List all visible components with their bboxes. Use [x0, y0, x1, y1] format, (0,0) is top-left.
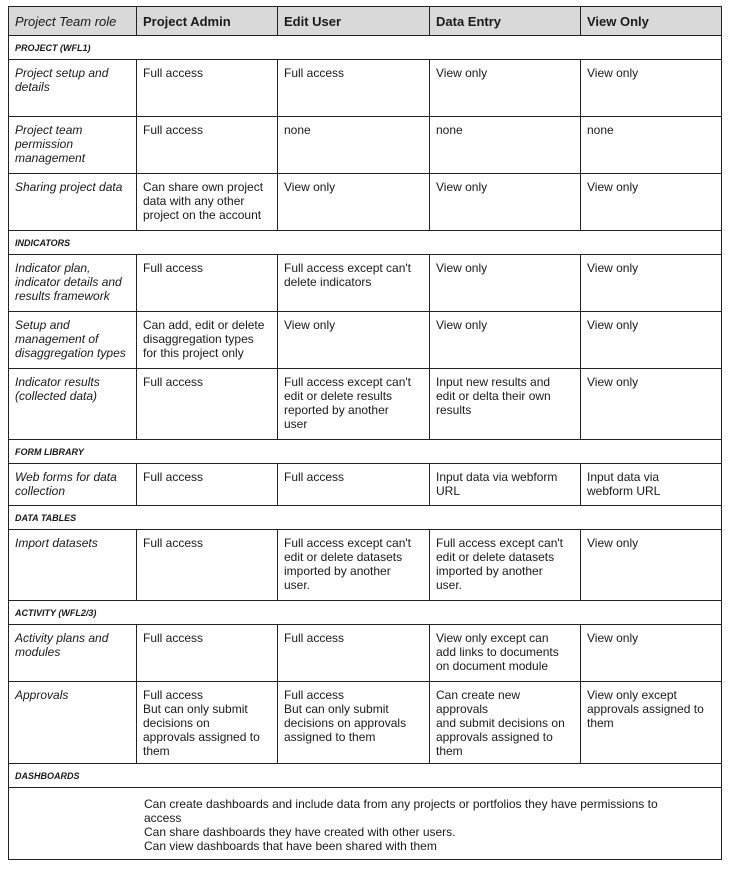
cell-line: (collected data) — [15, 389, 98, 403]
edit-user-cell — [278, 174, 430, 231]
cell-line: Setup and — [15, 318, 70, 332]
view-only-cell — [581, 255, 722, 312]
section-title: DASHBOARDS — [9, 764, 722, 788]
data-entry-cell — [430, 255, 581, 312]
cell-line: collection — [15, 484, 66, 498]
cell-line: management — [15, 151, 86, 165]
header-row — [9, 7, 722, 36]
cell-line: edit or delete datasets — [436, 550, 555, 564]
section-title: INDICATORS — [9, 231, 722, 255]
cell-line: and submit decisions on — [436, 716, 565, 730]
cell-line: user. — [436, 578, 463, 592]
cell-line: View only — [587, 375, 639, 389]
cell-line: data with any other — [143, 194, 245, 208]
cell-line: But can only submit — [284, 702, 389, 716]
section-row — [9, 440, 722, 464]
cell-line: approvals — [436, 702, 489, 716]
section-row — [9, 601, 722, 625]
cell-line: View only except can — [436, 631, 549, 645]
project-admin-cell — [137, 530, 278, 601]
cell-line: them — [436, 744, 463, 758]
cell-line: Activity plans and — [15, 631, 109, 645]
cell-line: modules — [15, 645, 61, 659]
section-row — [9, 764, 722, 788]
table-row — [9, 625, 722, 682]
section-row — [9, 231, 722, 255]
cell-line: Input data via — [587, 470, 660, 484]
cell-line: imported by another — [436, 564, 543, 578]
cell-line: View only — [436, 318, 488, 332]
view-only-cell — [581, 117, 722, 174]
cell-line: Full access except can't — [436, 536, 564, 550]
data-entry-cell — [430, 369, 581, 440]
project-admin-cell — [137, 312, 278, 369]
role-cell — [9, 464, 137, 506]
table-row — [9, 369, 722, 440]
cell-line: webform URL — [587, 484, 661, 498]
cell-line: Project team — [15, 123, 83, 137]
cell-line: View only except — [587, 688, 677, 702]
cell-line: edit or delete datasets — [284, 550, 403, 564]
cell-line: decisions on approvals — [284, 716, 407, 730]
edit-user-cell — [278, 117, 430, 174]
edit-user-cell — [278, 60, 430, 117]
cell-line: approvals assigned to — [587, 702, 704, 716]
permissions-table — [8, 6, 722, 860]
cell-line: View only — [436, 261, 488, 275]
view-only-cell — [581, 625, 722, 682]
table-row — [9, 682, 722, 764]
dashboards-line: Can view dashboards that have been shared with them — [144, 839, 437, 853]
data-entry-cell — [430, 312, 581, 369]
edit-user-cell — [278, 682, 430, 764]
cell-line: results — [436, 403, 472, 417]
section-row — [9, 36, 722, 60]
cell-line: Full access — [143, 470, 204, 484]
view-only-cell — [581, 682, 722, 764]
cell-line: results framework — [15, 289, 110, 303]
view-only-cell — [581, 312, 722, 369]
cell-line: View only — [284, 180, 336, 194]
project-admin-cell — [137, 625, 278, 682]
table-row — [9, 117, 722, 174]
role-cell — [9, 255, 137, 312]
dashboards-line: access — [144, 811, 182, 825]
cell-line: edit or delete results — [284, 389, 393, 403]
section-title: FORM LIBRARY — [9, 440, 722, 464]
cell-line: them — [587, 716, 614, 730]
project-admin-cell — [137, 682, 278, 764]
cell-line: View only — [284, 318, 336, 332]
role-cell — [9, 369, 137, 440]
role-cell — [9, 60, 137, 117]
dashboards-line: Can create dashboards and include data from any projects or portfolios they have permissions to — [144, 797, 658, 811]
cell-line: Import datasets — [15, 536, 98, 550]
role-cell — [9, 312, 137, 369]
cell-line: Full access — [143, 123, 204, 137]
project-admin-cell — [137, 255, 278, 312]
dashboards-line: Can share dashboards they have created with other users. — [144, 825, 456, 839]
cell-line: Approvals — [15, 688, 69, 702]
data-entry-cell — [430, 530, 581, 601]
cell-line: View only — [587, 180, 639, 194]
view-only-cell — [581, 60, 722, 117]
cell-line: View only — [436, 66, 488, 80]
cell-line: imported by another — [284, 564, 391, 578]
table-row — [9, 255, 722, 312]
permissions-table-container — [8, 6, 721, 860]
cell-line: View only — [587, 261, 639, 275]
cell-line: management of — [15, 332, 99, 346]
cell-line: Web forms for data — [15, 470, 117, 484]
cell-line: edit or delta their own — [436, 389, 551, 403]
project-admin-cell — [137, 117, 278, 174]
cell-line: permission — [15, 137, 74, 151]
view-only-cell — [581, 464, 722, 506]
role-cell — [9, 117, 137, 174]
cell-line: Can add, edit or delete — [143, 318, 265, 332]
cell-line: Project setup and — [15, 66, 109, 80]
cell-line: View only — [436, 180, 488, 194]
cell-line: decisions on — [143, 716, 210, 730]
header-view-only: View Only — [581, 7, 722, 36]
section-row — [9, 506, 722, 530]
cell-line: Full access — [143, 631, 204, 645]
cell-line: on document module — [436, 659, 549, 673]
header-data-entry: Data Entry — [430, 7, 581, 36]
edit-user-cell — [278, 530, 430, 601]
cell-line: View only — [587, 631, 639, 645]
cell-line: Full access — [284, 66, 345, 80]
role-cell — [9, 530, 137, 601]
section-title: ACTIVITY (WFL2/3) — [9, 601, 722, 625]
cell-line: Full access — [284, 631, 345, 645]
table-row — [9, 312, 722, 369]
cell-line: delete indicators — [284, 275, 372, 289]
role-cell — [9, 174, 137, 231]
cell-line: Full access — [284, 688, 345, 702]
cell-line: Full access — [143, 261, 204, 275]
header-role: Project Team role — [9, 7, 137, 36]
edit-user-cell — [278, 312, 430, 369]
cell-line: details — [15, 80, 50, 94]
cell-line: Full access except can't — [284, 536, 412, 550]
cell-line: View only — [587, 318, 639, 332]
cell-line: user. — [284, 578, 311, 592]
cell-line: Full access — [143, 688, 204, 702]
project-admin-cell — [137, 464, 278, 506]
table-row — [9, 464, 722, 506]
cell-line: disaggregation types — [143, 332, 254, 346]
cell-line: View only — [587, 66, 639, 80]
data-entry-cell — [430, 174, 581, 231]
cell-line: Sharing project data — [15, 180, 123, 194]
cell-line: But can only submit — [143, 702, 248, 716]
data-entry-cell — [430, 625, 581, 682]
cell-line: Input data via webform — [436, 470, 558, 484]
cell-line: reported by another — [284, 403, 389, 417]
data-entry-cell — [430, 682, 581, 764]
section-title: PROJECT (WFL1) — [9, 36, 722, 60]
edit-user-cell — [278, 369, 430, 440]
role-cell — [9, 625, 137, 682]
cell-line: project on the account — [143, 208, 262, 222]
cell-line: Can share own project — [143, 180, 264, 194]
project-admin-cell — [137, 369, 278, 440]
cell-line: Full access — [284, 470, 345, 484]
cell-line: approvals assigned to — [143, 730, 260, 744]
header-edit-user: Edit User — [278, 7, 430, 36]
cell-line: Full access — [143, 536, 204, 550]
cell-line: Full access — [143, 66, 204, 80]
cell-line: indicator details and — [15, 275, 122, 289]
data-entry-cell — [430, 117, 581, 174]
cell-line: assigned to them — [284, 730, 376, 744]
cell-line: URL — [436, 484, 461, 498]
cell-line: none — [436, 123, 463, 137]
cell-line: Full access — [143, 375, 204, 389]
view-only-cell — [581, 369, 722, 440]
table-row — [9, 530, 722, 601]
section-title: DATA TABLES — [9, 506, 722, 530]
role-cell — [9, 682, 137, 764]
project-admin-cell — [137, 174, 278, 231]
dashboards-cell — [9, 788, 722, 860]
cell-line: user — [284, 417, 308, 431]
data-entry-cell — [430, 60, 581, 117]
cell-line: none — [284, 123, 311, 137]
cell-line: Indicator plan, — [15, 261, 91, 275]
cell-line: Full access except can't — [284, 375, 412, 389]
edit-user-cell — [278, 625, 430, 682]
edit-user-cell — [278, 464, 430, 506]
cell-line: disaggregation types — [15, 346, 126, 360]
data-entry-cell — [430, 464, 581, 506]
cell-line: Indicator results — [15, 375, 100, 389]
edit-user-cell — [278, 255, 430, 312]
cell-line: View only — [587, 536, 639, 550]
cell-line: Can create new — [436, 688, 521, 702]
cell-line: Input new results and — [436, 375, 551, 389]
cell-line: approvals assigned to — [436, 730, 553, 744]
project-admin-cell — [137, 60, 278, 117]
cell-line: add links to documents — [436, 645, 559, 659]
cell-line: none — [587, 123, 614, 137]
table-row — [9, 174, 722, 231]
view-only-cell — [581, 530, 722, 601]
cell-line: for this project only — [143, 346, 244, 360]
view-only-cell — [581, 174, 722, 231]
cell-line: Full access except can't — [284, 261, 412, 275]
table-row — [9, 60, 722, 117]
cell-line: them — [143, 744, 170, 758]
header-project-admin: Project Admin — [137, 7, 278, 36]
dashboards-row — [9, 788, 722, 860]
